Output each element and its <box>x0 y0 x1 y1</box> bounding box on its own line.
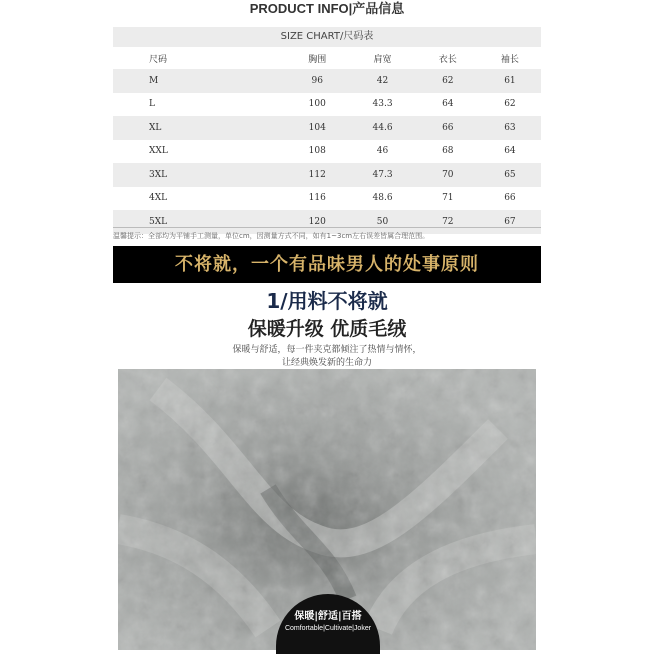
table-row <box>113 69 541 93</box>
description-line: 让经典焕发新的生命力 <box>281 358 372 368</box>
size-cell: 4XL <box>149 193 168 204</box>
size-cell: XL <box>149 122 162 133</box>
table-row <box>113 187 541 211</box>
shoulder-cell: 44.6 <box>372 122 393 133</box>
badge-title: 保暖|舒适|百搭 <box>294 611 362 622</box>
column-header: 肩宽 <box>373 54 392 65</box>
column-header: 袖长 <box>500 54 519 65</box>
sleeve-cell: 64 <box>504 146 516 157</box>
section-subheading: 保暖升级 优质毛绒 <box>247 318 407 340</box>
chest-cell: 120 <box>308 216 326 227</box>
length-cell: 71 <box>442 193 454 204</box>
size-cell: 5XL <box>149 216 168 227</box>
chest-cell: 100 <box>308 99 326 110</box>
sleeve-cell: 63 <box>504 122 516 133</box>
table-row <box>113 210 541 234</box>
column-header: 尺码 <box>149 54 168 65</box>
chest-cell: 108 <box>308 146 326 157</box>
slogan-banner: 不将就，一个有品味男人的处事原则 <box>113 246 541 283</box>
table-row <box>113 93 541 117</box>
sleeve-cell: 62 <box>504 99 516 110</box>
chest-cell: 112 <box>308 169 326 180</box>
table-row <box>113 116 541 140</box>
column-header: 衣长 <box>438 54 457 65</box>
divider <box>113 227 541 228</box>
chest-cell: 104 <box>308 122 326 133</box>
table-row <box>113 140 541 164</box>
length-cell: 68 <box>442 146 454 157</box>
description-line: 保暖与舒适，每一件夹克都倾注了热情与情怀， <box>232 345 422 355</box>
section-heading: 1/用料不将就 <box>266 289 388 313</box>
sleeve-cell: 66 <box>504 193 516 204</box>
sleeve-cell: 65 <box>504 169 516 180</box>
section-description <box>0 344 654 370</box>
size-cell: M <box>149 75 159 86</box>
chest-cell: 96 <box>311 75 323 86</box>
shoulder-cell: 50 <box>376 216 389 227</box>
badge-subtitle: Comfortable|Cultivate|Joker <box>284 625 372 632</box>
size-cell: 3XL <box>149 169 168 180</box>
sleeve-cell: 61 <box>504 75 516 86</box>
chest-cell: 116 <box>308 193 326 204</box>
shoulder-cell: 48.6 <box>372 193 393 204</box>
table-row <box>113 163 541 187</box>
table-header-row <box>113 47 541 69</box>
shoulder-cell: 43.3 <box>372 99 393 110</box>
size-table <box>113 47 541 234</box>
sleeve-cell: 67 <box>504 216 516 227</box>
length-cell: 70 <box>442 169 454 180</box>
shoulder-cell: 47.3 <box>372 169 393 180</box>
length-cell: 64 <box>442 99 454 110</box>
size-cell: XXL <box>149 146 168 157</box>
page-title: PRODUCT INFO|产品信息 <box>249 1 405 16</box>
length-cell: 62 <box>442 75 454 86</box>
size-chart-title: SIZE CHART/尺码表 <box>113 27 541 47</box>
length-cell: 72 <box>442 216 454 227</box>
length-cell: 66 <box>442 122 454 133</box>
measurement-note: 温馨提示：全部均为平铺手工测量，单位cm，因测量方式不同，如有1~3cm左右误差皆属合理范围。 <box>113 232 430 240</box>
shoulder-cell: 46 <box>376 146 389 157</box>
shoulder-cell: 42 <box>376 75 389 86</box>
column-header: 胸围 <box>308 54 327 65</box>
size-cell: L <box>149 99 155 110</box>
